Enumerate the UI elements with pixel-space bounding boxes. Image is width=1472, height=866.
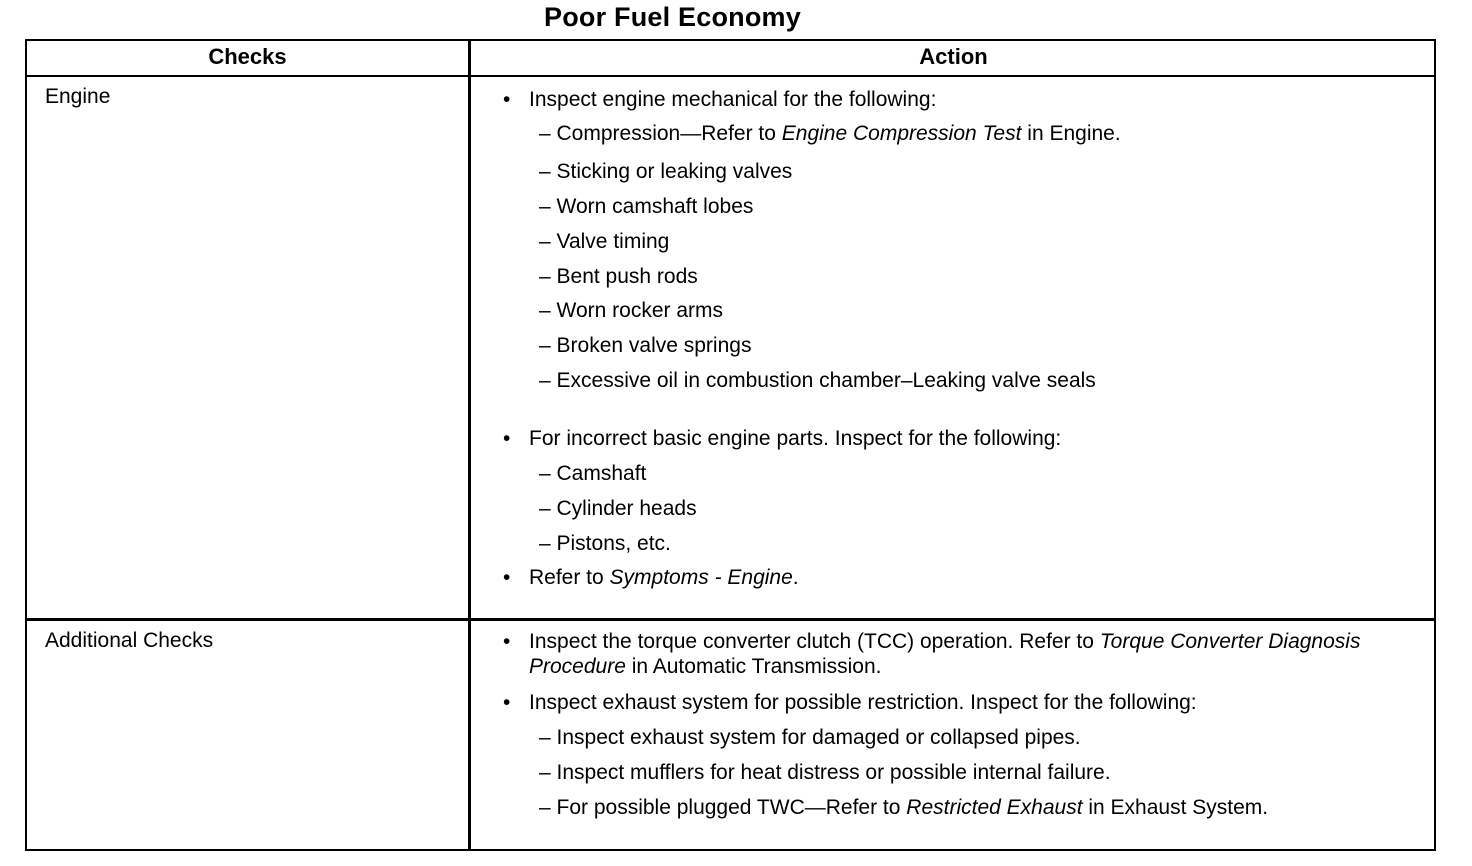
list-item: – Broken valve springs — [539, 334, 752, 357]
bullet-icon: • — [503, 566, 511, 589]
bullet-icon: • — [503, 88, 511, 111]
list-item: – Camshaft — [539, 462, 647, 485]
row-divider — [27, 618, 1434, 621]
list-item: – Compression—Refer to Engine Compression Test in Engine. — [539, 122, 1121, 145]
list-item: – Valve timing — [539, 230, 670, 253]
diagnosis-table — [25, 39, 1436, 851]
list-item: – Worn rocker arms — [539, 299, 723, 322]
check-engine: Engine — [45, 85, 111, 108]
list-item: – Inspect exhaust system for damaged or collapsed pipes. — [539, 726, 1081, 749]
list-item: – For possible plugged TWC—Refer to Restricted Exhaust in Exhaust System. — [539, 796, 1269, 819]
list-item: – Sticking or leaking valves — [539, 160, 793, 183]
check-additional: Additional Checks — [45, 629, 214, 652]
bullet-text: For incorrect basic engine parts. Inspect for the following: — [529, 427, 1062, 450]
list-item: – Inspect mufflers for heat distress or possible internal failure. — [539, 761, 1111, 784]
bullet-text: Refer to Symptoms - Engine. — [529, 566, 799, 589]
list-item: – Worn camshaft lobes — [539, 195, 754, 218]
page-title: Poor Fuel Economy — [544, 2, 801, 32]
bullet-icon: • — [503, 427, 511, 450]
list-item: – Excessive oil in combustion chamber–Leaking valve seals — [539, 369, 1096, 392]
header-action: Action — [919, 44, 988, 69]
list-item: – Bent push rods — [539, 265, 698, 288]
column-divider — [468, 41, 471, 849]
bullet-icon: • — [503, 630, 511, 653]
header-checks: Checks — [208, 44, 287, 69]
list-item: – Pistons, etc. — [539, 532, 671, 555]
bullet-icon: • — [503, 691, 511, 714]
bullet-text: Inspect engine mechanical for the following: — [529, 88, 937, 111]
bullet-text: Inspect the torque converter clutch (TCC) operation. Refer to Torque Converter Diagnosis Procedure in Automatic Transmission. — [529, 630, 1361, 678]
header-divider — [27, 75, 1434, 77]
bullet-text: Inspect exhaust system for possible restriction. Inspect for the following: — [529, 691, 1197, 714]
list-item: – Cylinder heads — [539, 497, 697, 520]
